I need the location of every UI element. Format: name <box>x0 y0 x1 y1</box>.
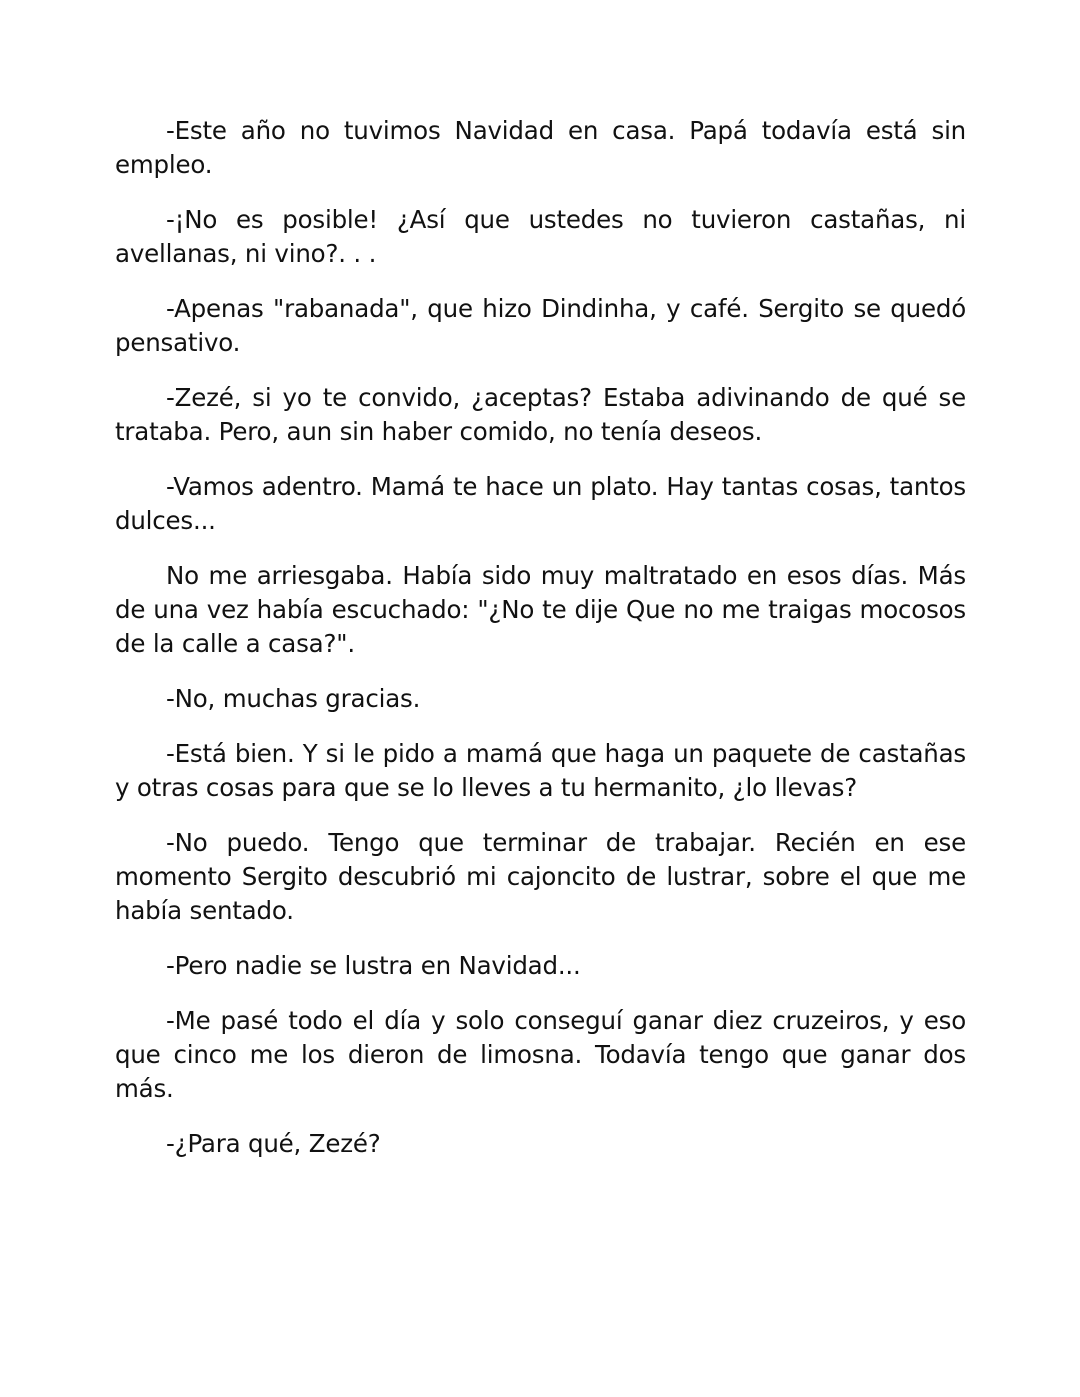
text-column <box>115 114 966 1182</box>
paragraph: -Este año no tuvimos Navidad en casa. Papá todavía está sin empleo. <box>115 116 966 179</box>
paragraph: -Zezé, si yo te convido, ¿aceptas? Estaba adivinando de qué se trataba. Pero, aun sin haber comido, no tenía deseos. <box>115 383 966 446</box>
paragraph: -Vamos adentro. Mamá te hace un plato. Hay tantas cosas, tantos dulces... <box>115 472 966 535</box>
paragraph: -¿Para qué, Zezé? <box>166 1129 381 1158</box>
paragraph: -No puedo. Tengo que terminar de trabajar. Recién en ese momento Sergito descubrió mi cajoncito de lustrar, sobre el que me había sentado. <box>115 828 966 925</box>
paragraph: No me arriesgaba. Había sido muy maltratado en esos días. Más de una vez había escuchado: "¿No te dije Que no me traigas mocosos de la calle a casa?". <box>115 561 966 658</box>
paragraph: -Apenas "rabanada", que hizo Dindinha, y café. Sergito se quedó pensativo. <box>115 294 966 357</box>
paragraph: -¡No es posible! ¿Así que ustedes no tuvieron castañas, ni avellanas, ni vino?. . . <box>115 205 966 268</box>
paragraph: -Pero nadie se lustra en Navidad... <box>166 951 581 980</box>
paragraph: -Me pasé todo el día y solo conseguí ganar diez cruzeiros, y eso que cinco me los dieron de limosna. Todavía tengo que ganar dos más. <box>115 1006 966 1103</box>
paragraph: -Está bien. Y si le pido a mamá que haga un paquete de castañas y otras cosas para que se lo lleves a tu hermanito, ¿lo llevas? <box>115 739 966 802</box>
paragraph: -No, muchas gracias. <box>166 684 421 713</box>
